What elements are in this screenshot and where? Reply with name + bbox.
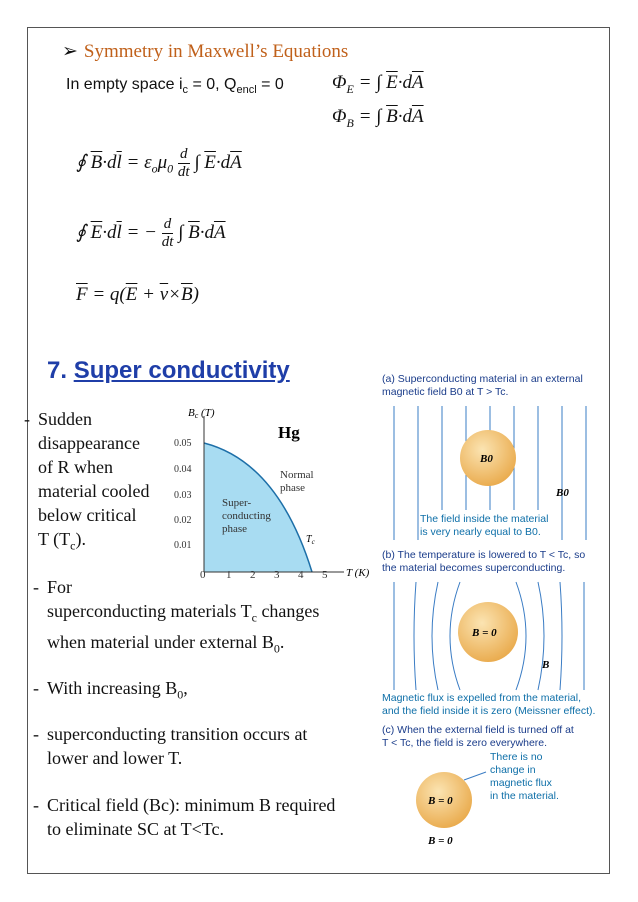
equation-phi-b: $\Phi_B$ = ∫ $\overline{B}\cdot d\overline{A}$ xyxy=(332,106,424,130)
bullet-1: - Sudden disappearance of R when material cooled below critical T $(T_c)$. xyxy=(38,407,178,558)
phase-diagram xyxy=(168,402,378,582)
x-axis-label: T (K) xyxy=(346,567,370,579)
equation-ampere-maxwell: ∮ $\overline{B}\cdot d\overline{l} = \varepsilon_o\mu_0$ $\frac{d}{dt}$ ∫ $\overline{E}\cdot d\overline{A}$ xyxy=(76,146,242,180)
fig-c-note: change in xyxy=(490,764,536,776)
fig-c-caption: T < Tc, the field is zero everywhere. xyxy=(382,737,548,749)
fig-b-note: and the field inside it is zero (Meissner effect). xyxy=(382,705,596,717)
section-title xyxy=(47,357,290,385)
fig-b-caption: (b) The temperature is lowered to T < Tc, so xyxy=(382,549,586,561)
y-tick: 0.02 xyxy=(174,515,192,526)
fig-a-note: The field inside the material xyxy=(420,513,549,525)
fig-c-note: in the material. xyxy=(490,790,559,802)
fig-b-sphere-label: B = 0 xyxy=(472,627,497,639)
normal-phase-label: Normal xyxy=(280,469,314,481)
y-ticks xyxy=(174,438,192,551)
y-tick: 0.05 xyxy=(174,438,192,449)
bullet-5: - Critical field (Bc): minimum B required to eliminate SC at T<Tc. xyxy=(47,793,377,841)
fig-c-pointer xyxy=(464,772,486,780)
bullet-2-line: when material under external $B_0$. xyxy=(47,631,285,656)
sc-phase-label: conducting xyxy=(222,510,271,522)
bullet-4-line: lower and lower T. xyxy=(47,748,183,768)
fig-a-field-label: B0 xyxy=(556,487,569,499)
fig-c-caption: (c) When the external field is turned off at xyxy=(382,724,574,736)
fig-c-sphere-label: B = 0 xyxy=(428,795,453,807)
bullet-1-line: disappearance xyxy=(38,433,140,453)
bullet-1-line: Sudden xyxy=(38,409,92,429)
meissner-figure xyxy=(380,360,608,850)
heading-text: Symmetry in Maxwell’s Equations xyxy=(83,41,349,62)
fig-a-caption: magnetic field B0 at T > Tc. xyxy=(382,386,509,398)
equation-faraday: ∮ $\overline{E}\cdot d\overline{l}$ = − $\frac{d}{dt}$ ∫ $\overline{B}\cdot d\overline{A}$ xyxy=(76,216,226,250)
x-tick: 5 xyxy=(322,569,328,581)
fig-b-note: Magnetic flux is expelled from the material, xyxy=(382,692,582,704)
y-tick: 0.01 xyxy=(174,540,192,551)
bullet-2: - For superconducting materials $T_c$ changes when material under external $B_0$. xyxy=(47,575,377,660)
fig-b-field-label: B xyxy=(542,659,550,671)
section-title-text: Super conductivity xyxy=(73,357,290,384)
equation-lorentz: $\overline{F} = q(\overline{E} + \overline{v}\times\overline{B})$ xyxy=(76,284,199,305)
fig-c-note: magnetic flux xyxy=(490,777,552,789)
x-tick: 3 xyxy=(274,569,280,581)
bullet-5-line: Critical field (Bc): minimum B required xyxy=(47,795,336,815)
fig-b-caption: the material becomes superconducting. xyxy=(382,562,566,574)
element-label: Hg xyxy=(278,423,300,442)
x-tick: 0 xyxy=(200,569,206,581)
section-number: 7. xyxy=(47,357,68,384)
bullet-1-line: of R when xyxy=(38,457,113,477)
y-tick: 0.04 xyxy=(174,464,192,475)
bullet-1-line: below critical xyxy=(38,505,137,525)
bullet-3-line: With increasing $B_0$, xyxy=(47,678,188,702)
empty-space-condition: In empty space $i_c = 0$, $Q_{encl} = 0$ xyxy=(66,76,284,97)
fig-c-below-label: B = 0 xyxy=(428,835,453,847)
sc-phase-label: Super- xyxy=(222,497,252,509)
normal-phase-label: phase xyxy=(280,482,306,494)
x-tick: 2 xyxy=(250,569,256,581)
y-tick: 0.03 xyxy=(174,490,192,501)
x-tick: 4 xyxy=(298,569,304,581)
bullet-2-line: For xyxy=(47,577,73,597)
bullet-1-line: material cooled xyxy=(38,481,150,501)
bullet-4-line: superconducting transition occurs at xyxy=(47,724,308,744)
fig-a-sphere-label: B0 xyxy=(480,453,493,465)
x-tick: 1 xyxy=(226,569,232,581)
heading xyxy=(62,40,348,63)
bullet-1-line: T $(T_c)$. xyxy=(38,529,86,553)
bullet-4: - superconducting transition occurs at lower and lower T. xyxy=(47,722,377,770)
fig-c-note: There is no xyxy=(490,751,543,763)
bullet-2-line: superconducting materials $T_c$ changes xyxy=(47,601,320,625)
sc-phase-label: phase xyxy=(222,523,248,535)
bullet-5-line: to eliminate SC at T<Tc. xyxy=(47,819,225,839)
tc-label: $T_c$ xyxy=(306,534,315,546)
bullet-3: - With increasing $B_0$, xyxy=(47,676,377,707)
arrow-icon: ➢ xyxy=(62,41,78,62)
superconducting-region xyxy=(204,443,312,572)
equation-phi-e: $\Phi_E$ = ∫ $\overline{E}\cdot d\overline{A}$ xyxy=(332,72,424,96)
fig-a-note: is very nearly equal to B0. xyxy=(420,526,541,538)
y-axis-label: Bc (T) xyxy=(188,407,215,420)
fig-a-caption: (a) Superconducting material in an external xyxy=(382,373,583,385)
